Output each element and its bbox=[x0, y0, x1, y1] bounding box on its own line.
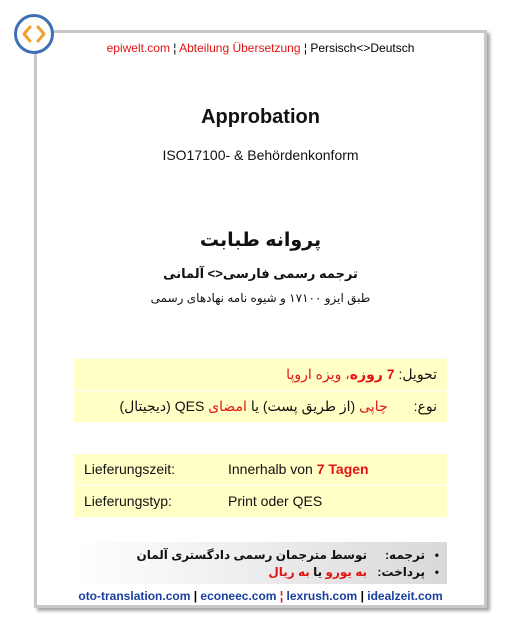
header-line bbox=[34, 41, 487, 55]
fa-subtitle-standard: طبق ایزو ۱۷۱۰۰ و شیوه نامه نهادهای رسمی bbox=[150, 291, 371, 305]
info-payment-rial: به ریال bbox=[268, 565, 310, 579]
de-type-label: Lieferungstyp: bbox=[84, 493, 172, 509]
footer-link-idealzeit[interactable]: idealzeit.com bbox=[367, 589, 443, 603]
footer-link-oto[interactable]: oto-translation.com bbox=[78, 589, 191, 603]
header-link-department[interactable]: Abteilung Übersetzung bbox=[179, 41, 301, 55]
footer-link-lexrush[interactable]: lexrush.com bbox=[286, 589, 358, 603]
bullet-icon: • bbox=[434, 565, 439, 579]
de-type-row bbox=[74, 486, 447, 517]
footer-separator: | bbox=[360, 589, 364, 603]
footer-links bbox=[34, 589, 487, 603]
info-payment-label: پرداخت: bbox=[377, 565, 425, 579]
header-link-epiwelt[interactable]: epiwelt.com bbox=[106, 41, 170, 55]
footer-link-econeec[interactable]: econeec.com bbox=[200, 589, 277, 603]
fa-type-print-note: (از طریق پست) یا bbox=[250, 398, 356, 414]
info-translation-line bbox=[136, 548, 439, 562]
fa-delivery-label: تحویل: bbox=[398, 366, 437, 382]
header-separator: ¦ bbox=[303, 41, 307, 55]
info-payment-or: یا bbox=[313, 565, 323, 579]
de-delivery-value bbox=[228, 461, 369, 477]
info-payment-line bbox=[268, 565, 439, 579]
de-delivery-days: 7 Tagen bbox=[316, 461, 369, 477]
info-box bbox=[74, 542, 447, 584]
info-translation-label: ترجمه: bbox=[385, 548, 425, 562]
fa-type-row bbox=[74, 391, 447, 422]
fa-delivery-extra: ، ویزه اروپا bbox=[286, 366, 350, 382]
info-payment-euro: به یورو bbox=[325, 565, 367, 579]
header-language-pair: Persisch<>Deutsch bbox=[310, 41, 415, 55]
header-separator: ¦ bbox=[173, 41, 177, 55]
fa-delivery-row bbox=[74, 359, 447, 390]
info-translation-value: توسط مترجمان رسمی دادگستری آلمان bbox=[136, 548, 367, 562]
fa-type-qes: QES (دیجیتال) bbox=[119, 398, 205, 414]
footer-separator: | bbox=[193, 589, 198, 603]
footer-separator: ¦ bbox=[279, 589, 284, 603]
de-delivery-prefix: Innerhalb von bbox=[228, 461, 313, 477]
fa-delivery-days: 7 روزه bbox=[349, 366, 395, 382]
page-title: Approbation bbox=[201, 106, 320, 128]
page-subtitle: ISO17100- & Behördenkonform bbox=[162, 147, 359, 163]
de-delivery-label: Lieferungszeit: bbox=[84, 461, 176, 477]
fa-type-sign: امضای bbox=[208, 398, 247, 414]
de-delivery-row bbox=[74, 454, 447, 485]
bullet-icon: • bbox=[434, 548, 439, 562]
fa-type-print: چاپی bbox=[359, 398, 388, 414]
fa-type-label: نوع: bbox=[413, 398, 437, 414]
de-type-value: Print oder QES bbox=[228, 493, 323, 509]
fa-title: پروانه طبابت bbox=[199, 230, 322, 251]
fa-subtitle: ترجمه رسمی فارسی<> آلمانی bbox=[163, 266, 358, 281]
